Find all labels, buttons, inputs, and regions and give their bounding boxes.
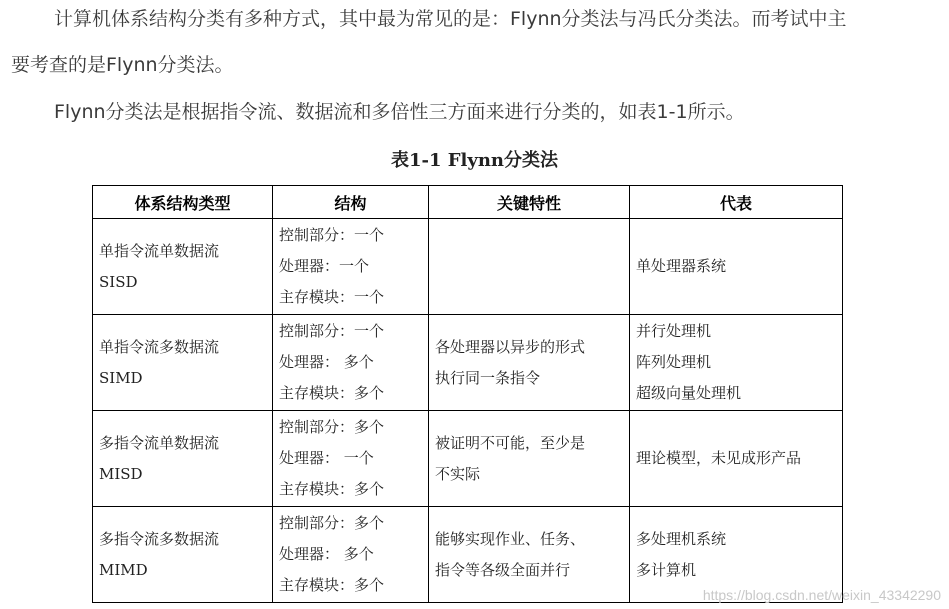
representative-line: 多处理机系统	[636, 529, 727, 548]
representatives-cell	[630, 219, 843, 315]
structure-line: 主存模块：一个	[279, 288, 385, 306]
feature-line: 指令等各级全面并行	[435, 560, 571, 579]
feature-line: 各处理器以异步的形式	[435, 337, 586, 356]
intro-paragraph-line-2: 要考查的是Flynn分类法。	[11, 54, 234, 76]
type-name: 单指令流单数据流	[99, 241, 220, 260]
feature-line: 被证明不可能，至少是	[435, 433, 586, 452]
type-cell	[93, 315, 273, 411]
feature-line: 执行同一条指令	[435, 368, 541, 387]
structure-cell	[273, 315, 429, 411]
representative-line: 超级向量处理机	[636, 384, 742, 402]
type-name: 多指令流多数据流	[99, 529, 220, 548]
header-representatives: 代表	[630, 186, 843, 219]
structure-line: 控制部分：多个	[279, 514, 385, 532]
feature-line: 不实际	[435, 464, 481, 483]
type-cell	[93, 507, 273, 603]
intro-paragraph-line-1: 计算机体系结构分类有多种方式，其中最为常见的是：Flynn分类法与冯氏分类法。而考试中主	[54, 8, 847, 30]
features-cell	[429, 507, 630, 603]
structure-line: 处理器： 多个	[279, 353, 374, 371]
representative-line: 阵列处理机	[636, 353, 712, 371]
features-cell	[429, 411, 630, 507]
header-structure: 结构	[273, 186, 429, 219]
watermark-text: https://blog.csdn.net/weixin_43342290	[702, 587, 941, 603]
representative-line: 多计算机	[636, 560, 697, 579]
header-type: 体系结构类型	[93, 186, 273, 219]
structure-line: 主存模块：多个	[279, 576, 385, 594]
structure-line: 处理器： 多个	[279, 545, 374, 563]
representatives-cell	[630, 411, 843, 507]
type-cell	[93, 411, 273, 507]
structure-line: 处理器：一个	[279, 257, 370, 275]
representative-line: 单处理器系统	[636, 257, 727, 275]
flynn-table	[92, 185, 843, 603]
table-header-row	[93, 186, 843, 219]
structure-line: 主存模块：多个	[279, 480, 385, 498]
type-cell	[93, 219, 273, 315]
table-row	[93, 411, 843, 507]
header-features: 关键特性	[429, 186, 630, 219]
structure-line: 控制部分：多个	[279, 418, 385, 436]
structure-cell	[273, 219, 429, 315]
structure-line: 主存模块：多个	[279, 384, 385, 402]
features-cell	[429, 315, 630, 411]
structure-line: 处理器： 一个	[279, 449, 374, 467]
type-abbr: MISD	[99, 464, 143, 483]
representatives-cell	[630, 315, 843, 411]
type-abbr: SISD	[99, 272, 138, 291]
structure-line: 控制部分：一个	[279, 226, 385, 244]
type-name: 单指令流多数据流	[99, 337, 220, 356]
flynn-paragraph: Flynn分类法是根据指令流、数据流和多倍性三方面来进行分类的，如表1-1所示。	[54, 101, 745, 123]
features-cell	[429, 219, 630, 315]
representative-line: 并行处理机	[636, 322, 712, 340]
table-caption: 表1-1 Flynn分类法	[390, 150, 559, 171]
type-abbr: MIMD	[99, 560, 148, 579]
structure-cell	[273, 411, 429, 507]
feature-line: 能够实现作业、任务、	[435, 529, 586, 548]
type-name: 多指令流单数据流	[99, 433, 220, 452]
type-abbr: SIMD	[99, 368, 143, 387]
structure-line: 控制部分：一个	[279, 322, 385, 340]
structure-cell	[273, 507, 429, 603]
table-row	[93, 315, 843, 411]
representative-line: 理论模型，未见成形产品	[636, 449, 802, 467]
table-row	[93, 219, 843, 315]
